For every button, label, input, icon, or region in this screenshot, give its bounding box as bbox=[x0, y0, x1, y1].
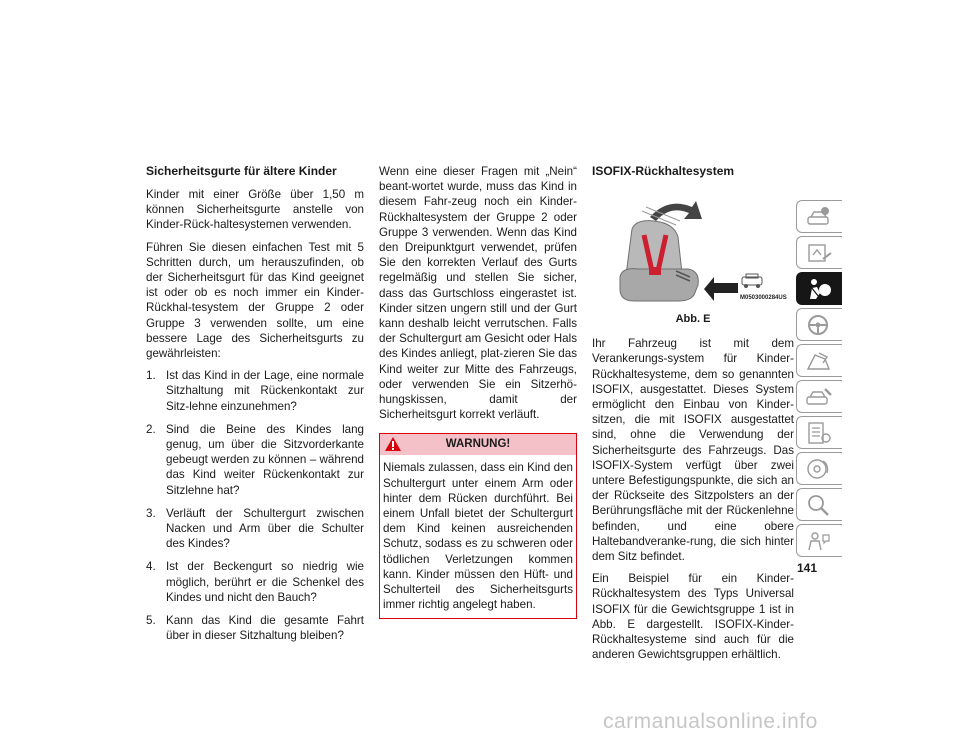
step-number: 1. bbox=[146, 369, 156, 383]
paragraph: Ein Beispiel für ein Kinder-Rückhaltesystem des Typs Universal ISOFIX für die Gewichtsgruppe 1 ist in Abb. E dargestellt. ISOFIX-Kinder-Rückhaltesysteme sind auch für die anderen Gewichtsgruppen erhältlich. bbox=[592, 572, 794, 662]
step-text: Verläuft der Schultergurt zwischen Nacken und Arm über die Schulter des Kindes? bbox=[166, 506, 364, 551]
section-heading-isofix: ISOFIX-Rückhaltesystem bbox=[592, 164, 735, 178]
step-text: Kann das Kind die gesamte Fahrt über in dieser Sitzhaltung bleiben? bbox=[166, 614, 364, 643]
paragraph: Führen Sie diesen einfachen Test mit 5 Schritten durch, um herauszufinden, ob der Sicherheitsgurt für das Kind geeignet ist oder ob es noch immer ein Kinder-Rückhal-tesystem der Gruppe 2 oder Gruppe 3 verwenden sollte, um eine bessere Lage des Sicherheitsgurts zu gewährleisten: bbox=[146, 240, 364, 361]
chapter-tab-index[interactable] bbox=[796, 488, 842, 521]
step-number: 4. bbox=[146, 560, 156, 574]
instrument-cluster-icon bbox=[805, 241, 833, 265]
paragraph: Wenn eine dieser Fragen mit „Nein“ beant-wortet wurde, muss das Kind in diesem Fahr-zeug noch ein Kinder-Rückhaltesystem der Gruppe 2 oder Gruppe 3 verwenden. Wenn das Kind den Dreipunktgurt verwendet, prüfen Sie den korrekten Verlauf des Gurts regelmäßig und stellen Sie sicher, dass das Gurtschloss eingerastet ist. Kinder sitzen ungern still und der Gurt kann deshalb leicht verrutschen. Falls der Schultergurt am Gesicht oder Hals des Kindes anliegt, plat-zieren Sie das Kind weiter zur Mitte des Fahrzeugs, oder verwenden Sie ein Sitzerhö-hungskissen, damit der Sicherheitsgurt korrekt verläuft. bbox=[379, 165, 577, 422]
warning-text: Niemals zulassen, dass ein Kind den Schultergurt unter einem Arm oder hinter dem Rücken durchführt. Bei einem Unfall bietet der Schultergurt dem Kind keinen ausreichenden Schutz, sodass es zu schweren oder tödlichen Verletzungen kommen kann. Kinder müssen den Hüft- und Schulterteil des Sicherheitsgurts immer richtig angelegt haben. bbox=[383, 461, 573, 612]
service-maintenance-icon bbox=[805, 385, 833, 409]
section-heading-seatbelts-older-children: Sicherheitsgurte für ältere Kinder bbox=[146, 164, 337, 178]
chapter-tab-driving[interactable] bbox=[796, 308, 842, 341]
step-text: Ist das Kind in der Lage, eine normale Sitzhaltung mit Rückenkontakt zur Sitz-lehne einzunehmen? bbox=[166, 369, 364, 413]
warning-header bbox=[380, 434, 576, 455]
steering-wheel-icon bbox=[805, 313, 833, 337]
left-column bbox=[146, 164, 364, 651]
index-search-icon bbox=[805, 493, 833, 517]
multimedia-icon bbox=[805, 457, 833, 481]
safety-airbag-icon bbox=[805, 277, 833, 301]
chapter-tab-service[interactable] bbox=[796, 380, 842, 413]
vehicle-info-icon bbox=[805, 205, 833, 229]
chapter-tab-emergency[interactable] bbox=[796, 344, 842, 377]
middle-column bbox=[379, 164, 577, 619]
paragraph: Ihr Fahrzeug ist mit dem Verankerungs-system für Kinder-Rückhaltesysteme, dem so genannten ISOFIX, ausgestattet. Dieses System ermöglicht den Einbau von Kinder-sitzen, die mit ISOFIX ausgestattet sind, ohne die Verwendung der Sicherheitsgurte des Fahrzeugs. Das ISOFIX-System verfügt über zwei untere Befestigungspunkte, die sich an der Rückseite des Sitzpolsters an der Berührungsfläche mit der Rückenlehne befinden, und eine obere Haltebandveranke-rung, die sich hinter dem Sitz befindet. bbox=[592, 337, 794, 564]
chapter-tab-multimedia[interactable] bbox=[796, 452, 842, 485]
technical-specs-icon bbox=[805, 421, 833, 445]
chapter-tab-safety[interactable] bbox=[796, 272, 842, 305]
list-item bbox=[146, 506, 364, 552]
list-item bbox=[146, 559, 364, 605]
language-icon bbox=[805, 529, 833, 553]
page-number: 141 bbox=[797, 561, 818, 575]
figure-caption: Abb. E bbox=[675, 313, 711, 325]
isofix-figure bbox=[592, 189, 794, 307]
figure-code: M0503000284US bbox=[740, 295, 787, 301]
paragraph: Kinder mit einer Größe über 1,50 m können Sicherheitsgurte anstelle von Kinder-Rück-haltesystemen verwenden. bbox=[146, 188, 364, 232]
chapter-tab-language[interactable] bbox=[796, 524, 842, 557]
list-item bbox=[146, 422, 364, 498]
chapter-tab-specifications[interactable] bbox=[796, 416, 842, 449]
list-item bbox=[146, 368, 364, 414]
warning-triangle-icon bbox=[384, 436, 402, 452]
step-number: 2. bbox=[146, 422, 156, 436]
step-text: Ist der Beckengurt so niedrig wie möglich, berührt er die Schenkel des Kindes und nicht den Bauch? bbox=[166, 560, 364, 604]
list-item bbox=[146, 613, 364, 643]
warning-box bbox=[379, 433, 577, 619]
step-text: Sind die Beine des Kindes lang genug, um über die Sitzvorderkante gebeugt werden zu können – während das Kind weiter Rückenkontakt zur Sitzlehne hat? bbox=[166, 422, 364, 497]
chapter-tab-vehicle-info[interactable] bbox=[796, 200, 842, 233]
chapter-tabs bbox=[796, 200, 842, 560]
right-column bbox=[592, 164, 794, 669]
step-number: 5. bbox=[146, 614, 156, 628]
warning-title: WARNUNG! bbox=[445, 438, 511, 451]
chapter-tab-instrument-cluster[interactable] bbox=[796, 236, 842, 269]
child-seat-illustration bbox=[592, 189, 794, 307]
test-steps-list bbox=[146, 368, 364, 643]
watermark: carmanualsonline.info bbox=[603, 710, 818, 733]
step-number: 3. bbox=[146, 506, 156, 520]
emergency-icon bbox=[805, 349, 833, 373]
